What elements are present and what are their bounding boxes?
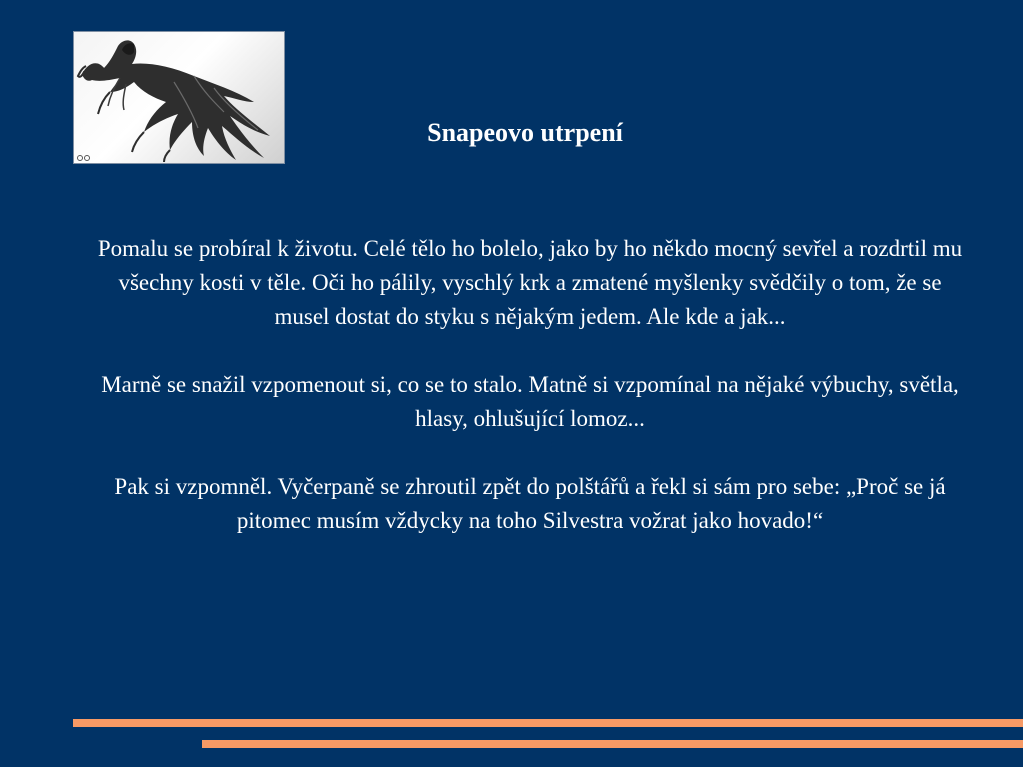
accent-bar-upper bbox=[73, 719, 1023, 727]
slide-body bbox=[90, 232, 970, 572]
paragraph-2: Marně se snažil vzpomenout si, co se to stalo. Matně si vzpomínal na nějaké výbuchy, světla, hlasy, ohlušující lomoz... bbox=[101, 372, 959, 431]
accent-bar-lower bbox=[202, 740, 1023, 748]
paragraph-3: Pak si vzpomněl. Vyčerpaně se zhroutil zpět do polštářů a řekl si sám pro sebe: „Proč se já pitomec musím vždycky na toho Silvestra vožrat jako hovado!“ bbox=[114, 474, 946, 533]
dementor-picture bbox=[73, 31, 285, 164]
dementor-illustration-icon bbox=[74, 32, 284, 163]
paragraph-1: Pomalu se probíral k životu. Celé tělo ho bolelo, jako by ho někdo mocný sevřel a rozdrtil mu všechny kosti v těle. Oči ho pálily, vyschlý krk a zmatené myšlenky svědčily o tom, že se musel dostat do styku s nějakým jedem. Ale kde a jak... bbox=[97, 236, 963, 329]
slide-title: Snapeovo utrpení bbox=[427, 118, 623, 147]
